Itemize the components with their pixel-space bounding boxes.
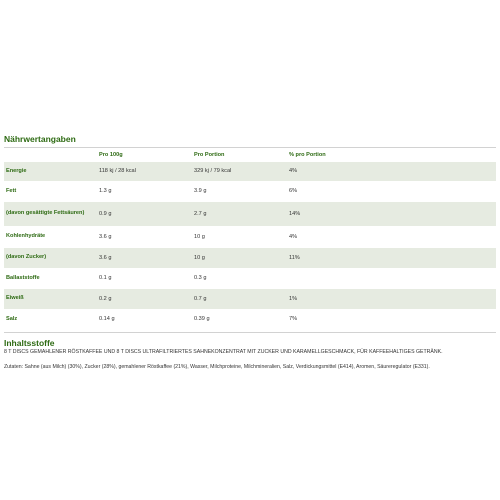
value-per-100g: 1.3 g	[99, 181, 194, 201]
product-info	[4, 133, 496, 371]
value-per-100g: 0.1 g	[99, 268, 194, 288]
value-percent: 7%	[289, 309, 384, 329]
value-per-100g: 3.6 g	[99, 247, 194, 268]
nutrient-label: Fett	[4, 181, 99, 201]
nutrient-label: Energie	[4, 162, 99, 181]
table-row	[4, 309, 496, 329]
value-percent: 1%	[289, 288, 384, 309]
value-per-portion: 3.9 g	[194, 181, 289, 201]
ingredients-list: Zutaten: Sahne (aus Milch) (30%), Zucker (28%), gemahlener Röstkaffee (21%), Wasser, Milchproteine, Milchmineralien, Salz, Verdickungsmittel (E414), Aromen, Säureregulator (E331).	[4, 363, 430, 370]
value-per-100g: 0.14 g	[99, 309, 194, 329]
header-per-100g: Pro 100g	[99, 152, 123, 158]
header-spacer	[384, 148, 496, 162]
table-row	[4, 268, 496, 288]
value-per-100g: 118 kj / 28 kcal	[99, 162, 194, 181]
value-percent: 4%	[289, 226, 384, 247]
nutrient-label: (davon Zucker)	[4, 247, 99, 268]
value-per-100g: 3.6 g	[99, 226, 194, 247]
nutrient-label: (davon gesättigte Fettsäuren)	[4, 201, 99, 226]
table-row	[4, 201, 496, 226]
table-row	[4, 226, 496, 247]
header-nutrient	[4, 148, 99, 162]
header-per-portion: Pro Portion	[194, 152, 225, 158]
ingredients-description: 8 T DISCS GEMAHLENER RÖSTKAFFEE UND 8 T DISCS ULTRAFILTRIERTES SAHNEKONZENTRAT MIT ZUCKER UND KARAMELLGESCHMACK, FÜR KAFFEEHALTIGES GETRÄNK.	[4, 348, 443, 355]
value-per-100g: 0.2 g	[99, 288, 194, 309]
value-percent: 4%	[289, 162, 384, 181]
value-percent	[289, 268, 384, 288]
nutrient-label: Kohlenhydräte	[4, 226, 99, 247]
value-per-portion: 0.3 g	[194, 268, 289, 288]
value-per-portion: 0.7 g	[194, 288, 289, 309]
value-per-portion: 2.7 g	[194, 201, 289, 226]
table-row	[4, 288, 496, 309]
nutrition-table	[4, 148, 496, 330]
table-row	[4, 181, 496, 201]
nutrient-label: Salz	[4, 309, 99, 329]
header-percent-portion: % pro Portion	[289, 152, 326, 158]
table-header-row	[4, 148, 496, 162]
value-per-portion: 10 g	[194, 226, 289, 247]
nutrition-title: Nährwertangaben	[4, 134, 76, 144]
value-per-100g: 0.9 g	[99, 201, 194, 226]
value-per-portion: 329 kj / 79 kcal	[194, 162, 289, 181]
value-percent: 6%	[289, 181, 384, 201]
nutrient-label: Ballaststoffe	[4, 268, 99, 288]
value-percent: 11%	[289, 247, 384, 268]
value-per-portion: 0.39 g	[194, 309, 289, 329]
divider	[4, 332, 496, 333]
value-per-portion: 10 g	[194, 247, 289, 268]
ingredients-title: Inhaltsstoffe	[4, 337, 55, 348]
value-percent: 14%	[289, 201, 384, 226]
table-row	[4, 162, 496, 181]
nutrient-label: Eiweiß	[4, 288, 99, 309]
table-row	[4, 247, 496, 268]
